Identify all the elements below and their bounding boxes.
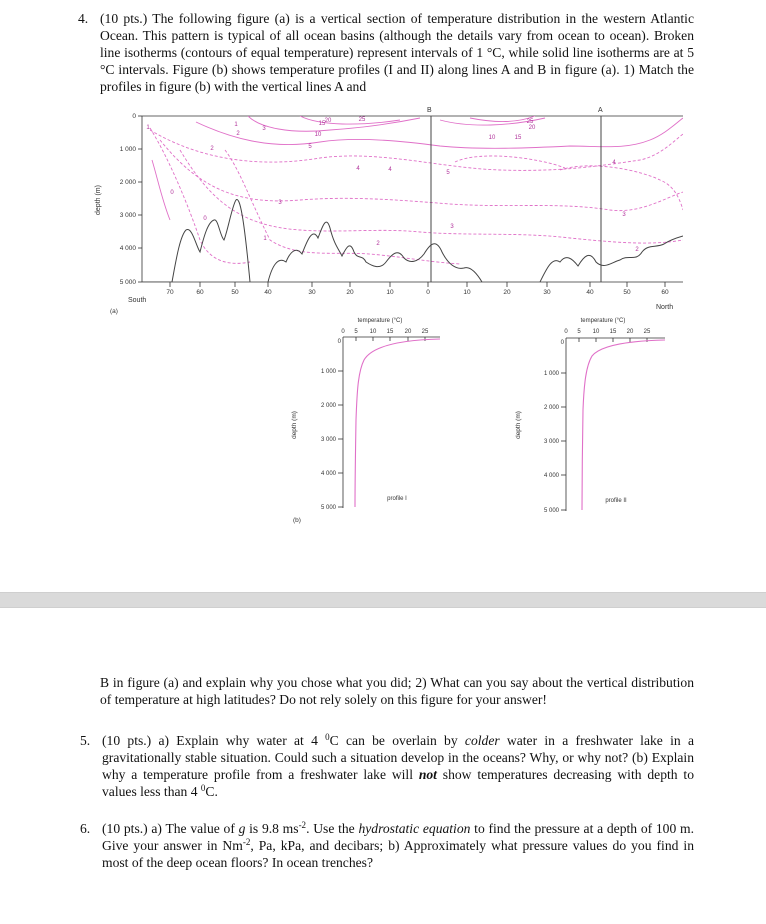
profile-i-depth-tick: 2 000	[320, 403, 336, 409]
q6-text-part: is 9.8 ms	[245, 821, 299, 836]
section-depth-tick-label: 3 000	[119, 212, 136, 219]
contour-label: 2	[376, 241, 380, 247]
section-y-axis-label: depth (m)	[95, 185, 102, 215]
latitude-tick-label: 10	[386, 289, 394, 296]
latitude-tick-label: 40	[586, 289, 594, 296]
profile-ii-curve	[582, 340, 665, 510]
q5-text-part: (10 pts.) a) Explain why water at 4	[102, 733, 326, 748]
q5-emphasis-not: not	[418, 767, 437, 782]
section-depth-tick-label: 2 000	[119, 179, 136, 186]
question-4-number: 4.	[78, 11, 89, 26]
question-5-text	[102, 732, 694, 800]
profile-i-depth-tick: 5 000	[320, 505, 336, 511]
latitude-tick-label: 20	[346, 289, 354, 296]
q6-text-part: , Pa, kPa, and decibars; b) Approximately what pressure values do you find in most of the deep ocean floors? In ocean trenches?	[102, 838, 695, 870]
latitude-tick-label: 20	[503, 289, 511, 296]
profile-ii-y-label: depth (m)	[515, 411, 522, 439]
latitude-tick-label: 30	[543, 289, 551, 296]
profile-ii-temp-tick: 20	[626, 329, 634, 335]
contour-label: 2	[635, 247, 639, 253]
contour-label: 4	[388, 167, 392, 173]
q5-text-part: C.	[205, 784, 218, 799]
section-depth-ticks	[138, 116, 142, 282]
contour-label: 4	[356, 166, 360, 172]
contour-label: 25	[358, 117, 366, 123]
contour-label: 25	[526, 119, 534, 125]
q5-text-part: show temperatures decreasing with depth to values less than 4	[102, 767, 694, 799]
profile-ii-depth-tick: 4 000	[543, 473, 559, 479]
contour-label: 3	[450, 224, 454, 230]
question-6-number: 6.	[80, 821, 91, 836]
section-depth-tick-label: 0	[132, 113, 136, 120]
contour-label: 15	[514, 135, 522, 141]
panel-b-label: (b)	[293, 517, 301, 524]
question-4-text: (10 pts.) The following figure (a) is a vertical section of temperature distribution in the western Atlantic Ocean. This pattern is typical of all ocean basins (although the details vary from ocean to ocean). Broken line isotherms (contours of equal temperature) represent intervals of 1 °C, while solid line isotherms are at 5 °C intervals. Figure (b) shows temperature profiles (I and II) along lines A and B in figure (a). 1) Match the profiles in figure (b) with the vertical lines A and	[100, 11, 694, 94]
contour-label: 0	[170, 190, 174, 196]
contour-label: 15	[318, 121, 326, 127]
north-label: North	[656, 304, 674, 311]
profile-ii-depth-tick: 3 000	[543, 439, 559, 445]
profile-i-depth-tick: 0	[337, 339, 341, 345]
contour-label: 10	[488, 135, 496, 141]
isotherm-contours	[150, 116, 683, 264]
q5-text-part: water in a freshwater lake in a gravitationally stable situation. Could such a situation develop in the oceans? Why, or why not? (b) Explain why a temperature profile from a freshwater lake will	[102, 733, 694, 782]
profile-i-curve	[355, 339, 440, 507]
question-6	[80, 820, 695, 871]
contour-label: 5	[308, 144, 312, 150]
q6-variable-g: g	[238, 821, 246, 836]
profile-ii-chart	[515, 318, 665, 514]
latitude-tick-label: 50	[231, 289, 239, 296]
exponent-superscript: -2	[298, 820, 307, 830]
profile-ii-temp-tick: 0	[564, 329, 568, 335]
contour-label: 1	[263, 236, 267, 242]
latitude-tick-label: 50	[623, 289, 631, 296]
profile-ii-temp-tick: 10	[592, 329, 600, 335]
contour-label: 2	[236, 131, 240, 137]
profile-i-temp-tick: 0	[341, 329, 345, 335]
profile-i-temp-tick: 20	[404, 329, 412, 335]
profile-ii-temp-tick: 5	[577, 329, 581, 335]
profile-ii-depth-tick: 1 000	[543, 371, 559, 377]
contour-label: 20	[528, 125, 536, 131]
profile-i-depth-tick: 3 000	[320, 437, 336, 443]
question-4-continuation	[100, 674, 694, 708]
latitude-tick-label: 10	[463, 289, 471, 296]
contour-label: 10	[314, 132, 322, 138]
profile-ii-depth-tick: 0	[560, 340, 564, 346]
profile-ii-label: profile II	[605, 498, 627, 504]
profile-ii-depth-tick: 5 000	[543, 508, 559, 514]
latitude-tick-label: 30	[308, 289, 316, 296]
contour-label: 3	[622, 212, 626, 218]
contour-label: 3	[262, 126, 266, 132]
contour-label: 1	[234, 122, 238, 128]
contour-label: 2	[210, 146, 214, 152]
latitude-tick-label: 0	[426, 289, 430, 296]
profile-ii-depth-tick: 2 000	[543, 405, 559, 411]
q6-text-part: to find the pressure at a depth of 100 m. Give your answer in Nm	[102, 821, 694, 853]
q6-text-part: (10 pts.) a) The value of	[102, 821, 239, 836]
profile-i-x-label: temperature (°C)	[357, 318, 403, 324]
profile-i-depth-tick: 1 000	[320, 369, 336, 375]
degree-superscript: 0	[325, 732, 330, 742]
latitude-ticks	[170, 282, 665, 287]
exponent-superscript: -2	[242, 837, 251, 847]
contour-label: 1	[146, 125, 150, 131]
profile-ii-temp-tick: 15	[609, 329, 617, 335]
section-depth-tick-label: 1 000	[119, 146, 136, 153]
profile-i-chart	[291, 318, 440, 524]
latitude-tick-label: 60	[661, 289, 669, 296]
q5-emphasis-colder: colder	[464, 733, 500, 748]
profile-i-temp-tick: 10	[369, 329, 377, 335]
profile-i-y-label: depth (m)	[291, 411, 298, 439]
q6-text-part: . Use the	[306, 821, 359, 836]
line-b-label: B	[427, 107, 432, 114]
line-a-label: A	[598, 107, 603, 114]
profile-i-temp-tick: 5	[354, 329, 358, 335]
question-4-continuation-text: B in figure (a) and explain why you chose what you did; 2) What can you say about the vertical distribution of temperature at high latitudes? Do not rely solely on this figure for your answer!	[100, 675, 694, 707]
section-axes	[142, 116, 683, 282]
page-separator	[0, 592, 766, 608]
section-depth-tick-label: 4 000	[119, 245, 136, 252]
profile-i-temp-tick: 15	[386, 329, 394, 335]
question-5	[80, 732, 694, 800]
section-depth-tick-label: 5 000	[119, 279, 136, 286]
degree-superscript: 0	[200, 783, 206, 793]
q6-emphasis-hydrostatic: hydrostatic equation	[358, 821, 471, 836]
q5-text-part: C can be overlain by	[329, 733, 465, 748]
contour-label: 0	[203, 216, 207, 222]
contour-label: 5	[446, 170, 450, 176]
profile-i-label: profile I	[387, 496, 407, 502]
question-5-number: 5.	[80, 733, 91, 748]
south-label: South	[128, 297, 147, 304]
contour-label: 20	[324, 118, 332, 124]
panel-a-label: (a)	[110, 308, 118, 315]
latitude-tick-label: 60	[196, 289, 204, 296]
profile-i-temp-tick: 25	[421, 329, 429, 335]
question-6-text	[102, 820, 694, 871]
profile-ii-x-label: temperature (°C)	[580, 318, 626, 324]
sea-floor	[142, 200, 683, 282]
profile-ii-temp-tick: 25	[643, 329, 651, 335]
contour-label: 3	[278, 200, 282, 206]
latitude-tick-label: 70	[166, 289, 174, 296]
latitude-tick-label: 40	[264, 289, 272, 296]
contour-label: 4	[612, 160, 616, 166]
profile-i-depth-tick: 4 000	[320, 471, 336, 477]
